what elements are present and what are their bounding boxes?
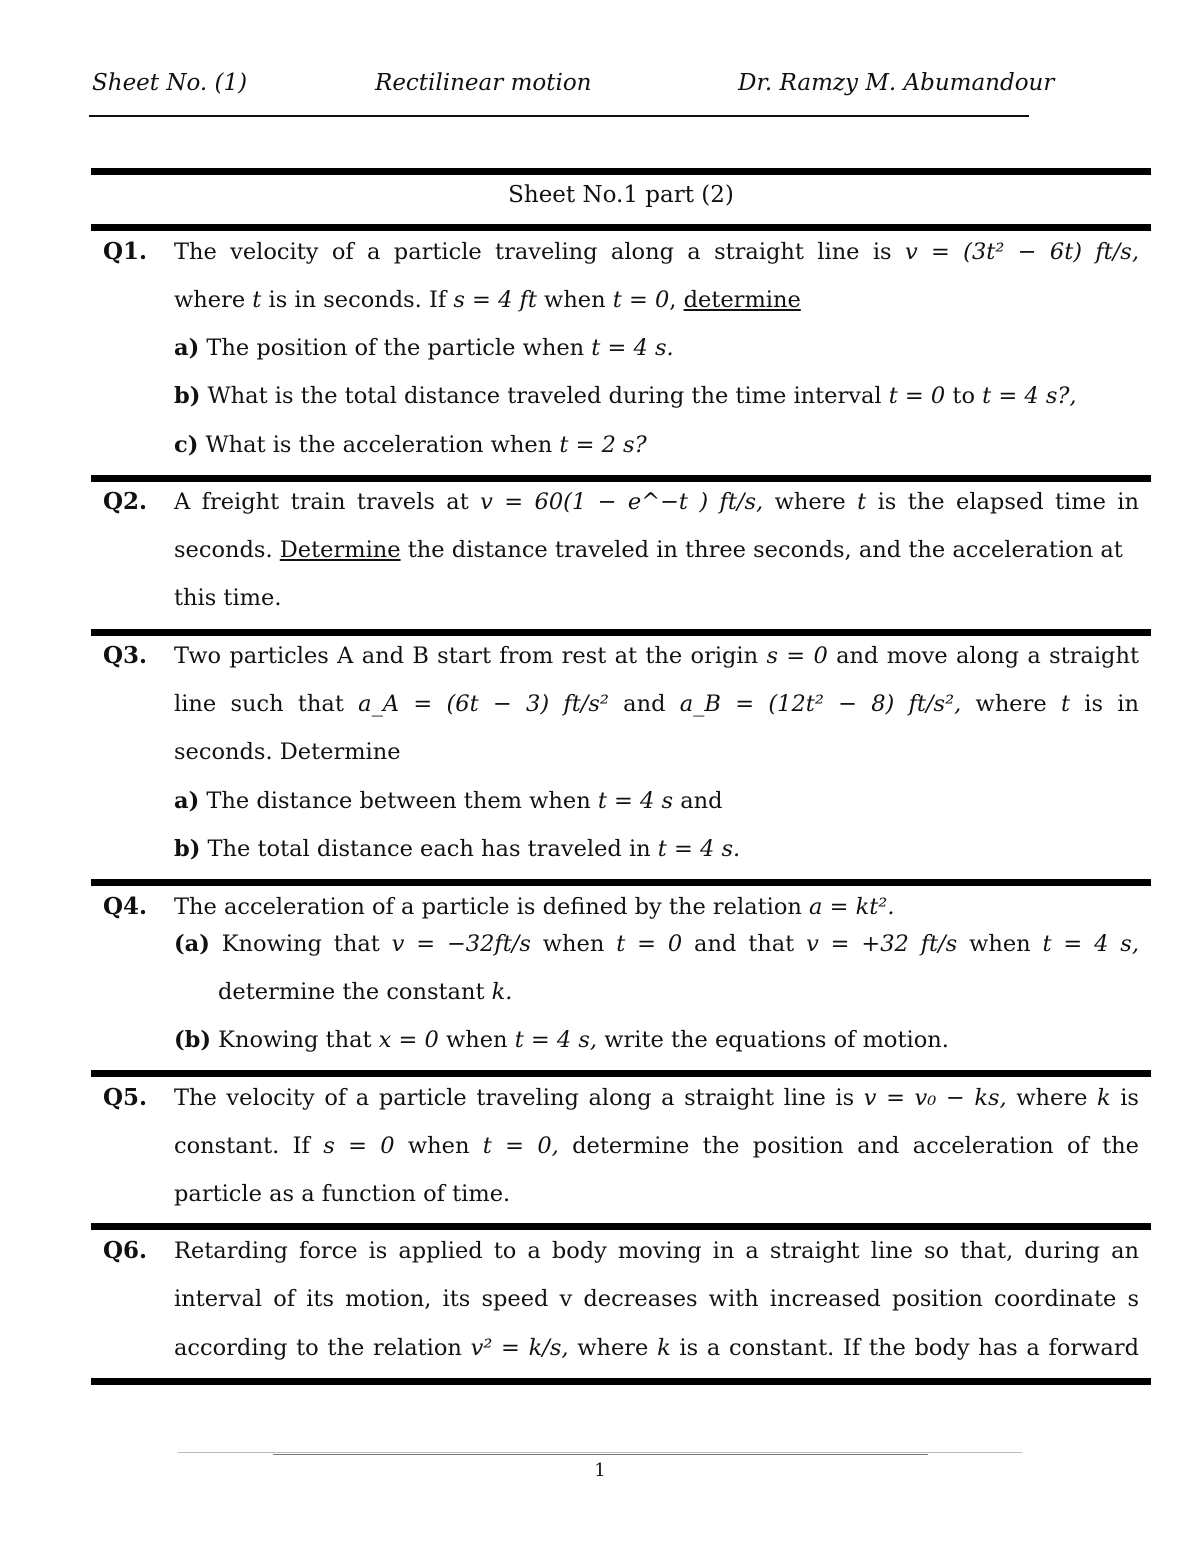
q4-part-a [174,929,1139,959]
q1-determine: determine [683,287,801,313]
q1-var: t [252,287,262,313]
part-math: t = 2 s? [559,432,647,458]
part-math: t = 0 [616,931,683,957]
part-math: t = 4 s. [591,335,674,361]
q1-text: when [536,287,613,313]
q5-text: is [1110,1085,1139,1111]
q6-label: Q6. [103,1237,148,1264]
part-text: determine the constant [218,979,492,1005]
part-text: The position of the particle when [199,335,592,361]
part-math: t = 4 s, [1042,931,1139,957]
q1-text: The velocity of a particle traveling along a straight line is [174,239,905,265]
footer-rule [178,1452,1022,1453]
part-label: b) [174,383,201,409]
q2-line-3: this time. [174,585,282,611]
header-right: Dr. Ramzy M. Abumandour [738,70,1055,96]
q5-label: Q5. [103,1084,148,1111]
q1-math: t = 0 [612,287,670,313]
part-text: and that [682,931,807,957]
part-math: v = +32 ft/s [806,931,958,957]
footer-rule [273,1454,928,1455]
q2-text: seconds. [174,537,280,563]
q1-math: s = 4 ft [453,287,537,313]
q4-line-1 [174,892,1139,922]
q2-text: A freight train travels at [174,489,481,515]
part-text: Knowing that [211,1027,379,1053]
q3-part-a [174,786,1139,816]
header-rule [89,115,1029,117]
part-label: a) [174,335,200,361]
part-math: t = 4 s [597,788,674,814]
q3-line-2 [174,689,1139,719]
q6-line-1: Retarding force is applied to a body moving in a straight line so that, during an [174,1238,1139,1264]
part-label: b) [174,836,201,862]
q1-text: , [669,287,684,313]
header-left: Sheet No. (1) [92,70,248,96]
q3-text: and [608,691,680,717]
q3-part-b [174,834,1139,864]
part-math: v = −32ft/s [391,931,531,957]
q1-part-b [174,381,1139,411]
part-text: and [673,788,723,814]
q6-line-2: interval of its motion, its speed v decreases with increased position coordinate s [174,1286,1139,1312]
q5-velocity-eq: v = v₀ − ks, [863,1085,1007,1111]
q2-velocity-eq: v = 60(1 − e^−t ) ft/s, [480,489,764,515]
q1-line-1 [174,237,1139,267]
part-text: The distance between them when [199,788,598,814]
q3-text: line such that [174,691,359,717]
divider [91,1223,1151,1230]
q3-line-1 [174,641,1139,671]
q6-text: where [568,1335,658,1361]
q3-text: and move along a straight [827,643,1139,669]
q6-relation: v² = k/s, [470,1335,569,1361]
q6-var: k [657,1335,671,1361]
q3-var: t [1060,691,1071,717]
part-text: Knowing that [209,931,392,957]
q2-var: t [857,489,867,515]
q3-line-3: seconds. Determine [174,739,401,765]
part-text: The total distance each has traveled in [200,836,658,862]
q4-part-a-cont [218,977,1138,1007]
q5-line-2 [174,1131,1139,1161]
q1-text: where [174,287,253,313]
q5-text: when [394,1133,483,1159]
part-text: write the equations of motion. [597,1027,949,1053]
q3-text: is in [1070,691,1139,717]
q1-part-c [174,430,1139,460]
q4-part-b [174,1025,1139,1055]
part-text: What is the acceleration when [198,432,560,458]
q4-accel-eq: a = kt². [809,894,895,920]
divider [91,224,1151,231]
q5-math: s = 0 [323,1133,395,1159]
q2-label: Q2. [103,488,148,515]
q5-var: k [1097,1085,1111,1111]
q5-text: constant. If [174,1133,324,1159]
q2-text: is the elapsed time in [866,489,1139,515]
divider [91,879,1151,886]
q5-line-1 [174,1083,1139,1113]
q1-line-2 [174,285,1139,315]
part-label: a) [174,788,200,814]
q3-label: Q3. [103,642,148,669]
part-math: x = 0 [378,1027,439,1053]
q2-determine: Determine [279,537,401,563]
q4-text: The acceleration of a particle is defined by the relation [174,894,810,920]
page-number: 1 [594,1460,606,1481]
page-title: Sheet No.1 part (2) [508,182,734,208]
q6-text: is a constant. If the body has a forward [670,1335,1139,1361]
divider [91,475,1151,482]
q5-line-3: particle as a function of time. [174,1181,511,1207]
part-math: t = 0 [888,383,946,409]
part-math: t = 4 s, [514,1027,598,1053]
q5-math: t = 0, [482,1133,559,1159]
q3-accel-a: a_A = (6t − 3) ft/s² [358,691,609,717]
divider [91,1378,1151,1385]
part-label: c) [174,432,199,458]
part-math: k. [491,979,513,1005]
header-center: Rectilinear motion [375,70,592,96]
q2-text: where [763,489,858,515]
q3-text: Two particles A and B start from rest at the origin [174,643,767,669]
divider [91,1070,1151,1077]
q2-text: the distance traveled in three seconds, and the acceleration at [400,537,1123,563]
divider [91,629,1151,636]
part-text: when [957,931,1043,957]
q1-velocity-eq: v = (3t² − 6t) ft/s, [904,239,1139,265]
q4-label: Q4. [103,893,148,920]
q6-line-3 [174,1333,1139,1363]
q5-text: where [1006,1085,1097,1111]
q3-text: where [961,691,1061,717]
q1-text: is in seconds. If [261,287,454,313]
part-text: when [438,1027,515,1053]
q2-line-2 [174,535,1139,565]
part-text: to [945,383,983,409]
q3-math: s = 0 [766,643,828,669]
divider [91,168,1151,175]
part-text: What is the total distance traveled during the time interval [200,383,889,409]
q1-part-a [174,333,1139,363]
part-math: t = 4 s?, [982,383,1077,409]
q5-text: determine the position and acceleration of the [558,1133,1139,1159]
q5-text: The velocity of a particle traveling along a straight line is [174,1085,864,1111]
q1-label: Q1. [103,238,148,265]
q6-text: according to the relation [174,1335,471,1361]
part-label: (b) [174,1027,212,1053]
part-math: t = 4 s. [657,836,741,862]
q3-accel-b: a_B = (12t² − 8) ft/s², [679,691,962,717]
q2-line-1 [174,487,1139,517]
part-text: when [530,931,617,957]
part-label: (a) [174,931,210,957]
